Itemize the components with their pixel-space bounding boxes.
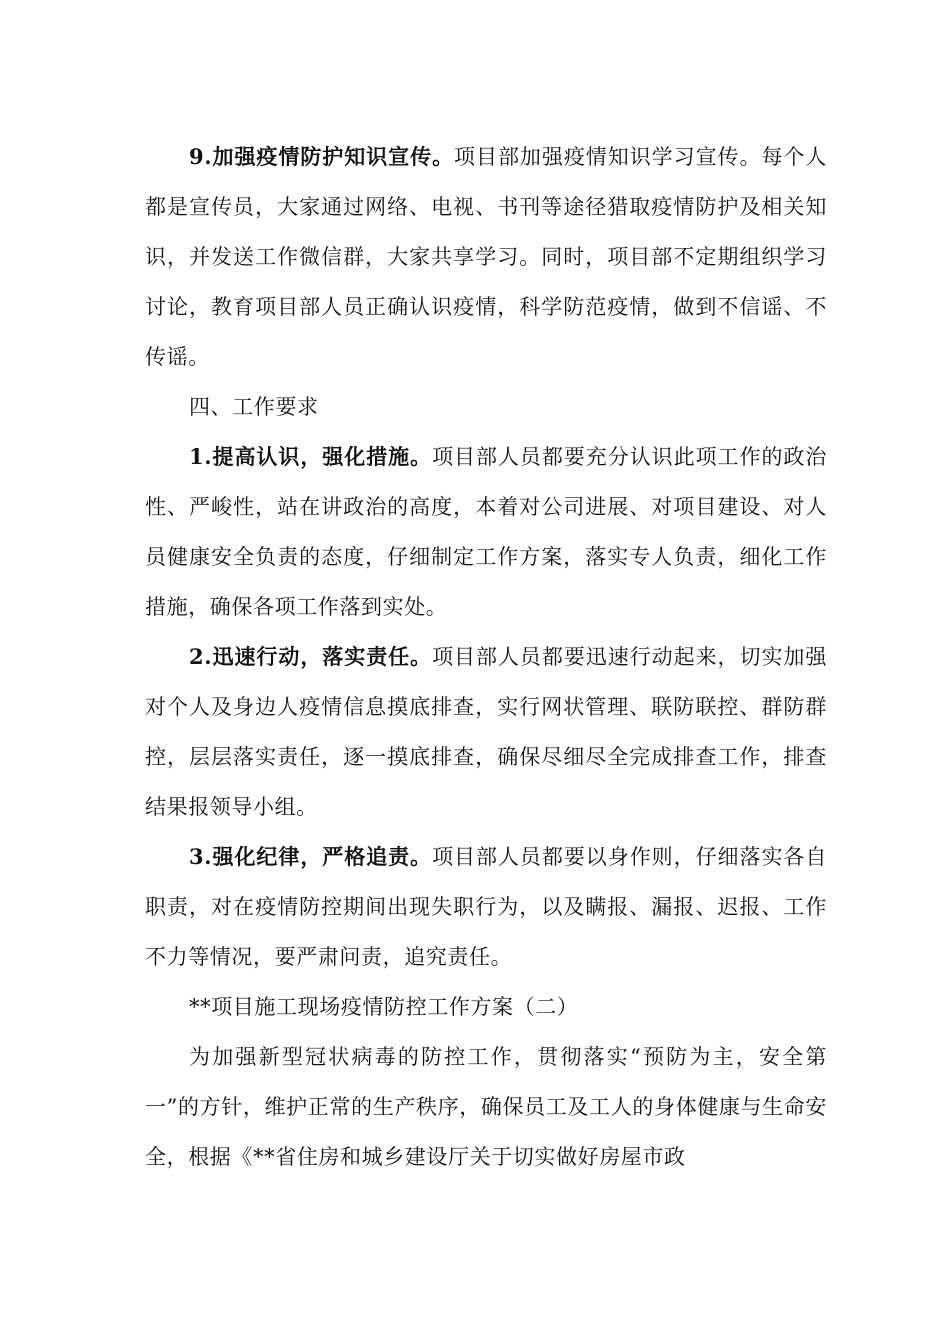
paragraph-requirement-1: [145, 432, 827, 632]
paragraph-lead: 3.强化纪律，严格追责。: [189, 844, 433, 869]
subtitle-text: **项目施工现场疫情防控工作方案（二）: [189, 995, 579, 1019]
section-heading-requirements: [145, 382, 827, 432]
section-heading-text: 四、工作要求: [189, 395, 319, 419]
paragraph-text: 项目部人员都要以身作则，仔细落实各自职责，对在疫情防控期间出现失职行为，以及瞒报、漏报、迟报、工作不力等情况，要严肃问责，追究责任。: [145, 845, 827, 969]
document-body: [145, 132, 827, 1182]
paragraph-text: 为加强新型冠状病毒的防控工作，贯彻落实“预防为主，安全第一”的方针，维护正常的生产秩序，确保员工及工人的身体健康与生命安全，根据《**省住房和城乡建设厅关于切实做好房屋市政: [145, 1045, 827, 1169]
paragraph-lead: 9.加强疫情防护知识宣传。: [189, 144, 455, 169]
paragraph-lead: 1.提高认识，强化措施。: [189, 444, 433, 469]
paragraph-lead: 2.迅速行动，落实责任。: [189, 644, 433, 669]
document-subtitle: [145, 982, 827, 1032]
paragraph-text: 项目部人员都要充分认识此项工作的政治性、严峻性，站在讲政治的高度，本着对公司进展、对项目建设、对人员健康安全负责的态度，仔细制定工作方案，落实专人负责，细化工作措施，确保各项工作落到实处。: [145, 445, 827, 619]
paragraph-intro: [145, 1032, 827, 1182]
paragraph-text: 项目部人员都要迅速行动起来，切实加强对个人及身边人疫情信息摸底排查，实行网状管理、联防联控、群防群控，层层落实责任，逐一摸底排查，确保尽细尽全完成排查工作，排查结果报领导小组。: [145, 645, 827, 819]
paragraph-item-9: [145, 132, 827, 382]
paragraph-requirement-2: [145, 632, 827, 832]
paragraph-requirement-3: [145, 832, 827, 982]
paragraph-text: 项目部加强疫情知识学习宣传。每个人都是宣传员，大家通过网络、电视、书刊等途径猎取疫情防护及相关知识，并发送工作微信群，大家共享学习。同时，项目部不定期组织学习讨论，教育项目部人员正确认识疫情，科学防范疫情，做到不信谣、不传谣。: [145, 145, 827, 369]
